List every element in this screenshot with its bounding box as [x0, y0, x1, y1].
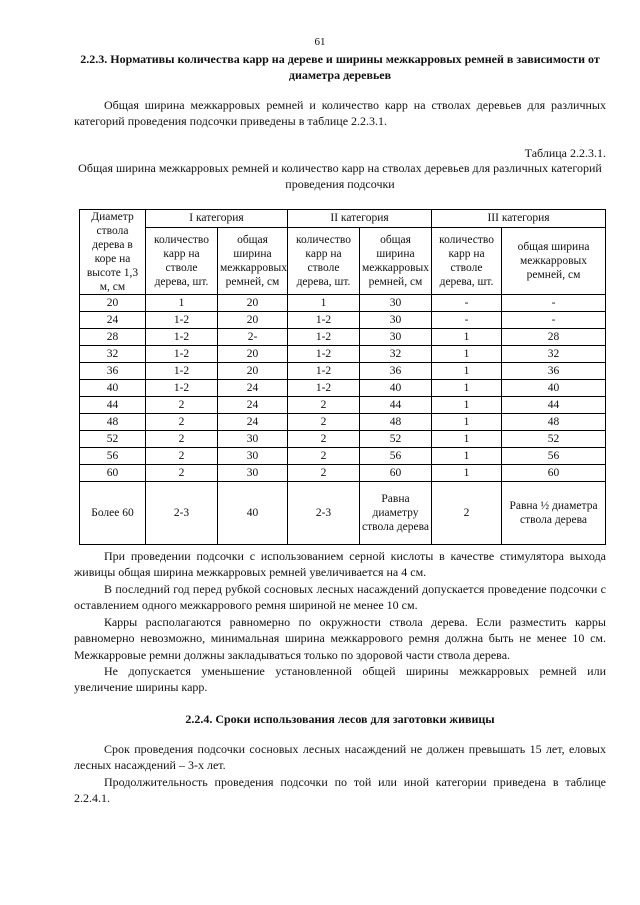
subheader-cat3-width: общая ширина межкарровых ремней, см: [502, 227, 606, 294]
table-row: [80, 329, 606, 346]
table-cell: 1-2: [288, 329, 360, 346]
subheader-cat1-width: общая ширина межкарровых ремней, см: [218, 227, 288, 294]
paragraph-carr-placement: Карры располагаются равномерно по окружности ствола дерева. Если разместить карры равномерно невозможно, минимальная ширина межкаррового ремня должна быть не менее 10 см. Межкарровые ремни должны закладываться только по здоровой части ствола дерева.: [74, 615, 606, 662]
header-diameter: Диаметр ствола дерева в коре на высоте 1,3 м, см: [80, 210, 146, 295]
table-cell: 2: [146, 397, 218, 414]
table-cell: 1: [432, 431, 502, 448]
table-cell: 48: [502, 414, 606, 431]
table-row: [80, 465, 606, 482]
table-cell: 24: [218, 414, 288, 431]
table-row: [80, 448, 606, 465]
table-cell: Равна диаметру ствола дерева: [360, 482, 432, 545]
table-cell: 2: [146, 448, 218, 465]
table-cell: 32: [360, 346, 432, 363]
table-row: [80, 482, 606, 545]
table-cell: 2: [288, 414, 360, 431]
table-cell: 2: [146, 431, 218, 448]
table-cell: 52: [80, 431, 146, 448]
paragraph-last-year: В последний год перед рубкой сосновых лесных насаждений допускается проведение подсочки с оставлением одного межкаррового ремня шириной не менее 10 см.: [74, 582, 606, 613]
table-row: [80, 312, 606, 329]
table-cell: 60: [502, 465, 606, 482]
table-cell: -: [432, 295, 502, 312]
table-cell: 1: [146, 295, 218, 312]
intro-paragraph: Общая ширина межкарровых ремней и количество карр на стволах деревьев для различных категорий проведения подсочки приведены в таблице 2.2.3.1.: [74, 98, 606, 129]
table-cell: Равна ½ диаметра ствола дерева: [502, 482, 606, 545]
norms-table: [79, 209, 606, 545]
table-cell: 24: [218, 397, 288, 414]
table-cell: 60: [80, 465, 146, 482]
table-cell: 32: [80, 346, 146, 363]
table-cell: 24: [80, 312, 146, 329]
table-cell: 60: [360, 465, 432, 482]
paragraph-duration: Продолжительность проведения подсочки по той или иной категории приведена в таблице 2.2.4.1.: [74, 775, 606, 806]
table-reference: Таблица 2.2.3.1.: [524, 146, 606, 160]
table-cell: 20: [218, 346, 288, 363]
table-cell: 32: [502, 346, 606, 363]
table-cell: 44: [360, 397, 432, 414]
table-cell: 40: [218, 482, 288, 545]
table-cell: 1-2: [146, 363, 218, 380]
table-cell: 30: [360, 295, 432, 312]
header-category-1: I категория: [146, 210, 288, 228]
table-cell: 2: [288, 431, 360, 448]
table-cell: 28: [80, 329, 146, 346]
table-cell: 40: [80, 380, 146, 397]
table-cell: 1-2: [288, 312, 360, 329]
table-cell: 1: [288, 295, 360, 312]
table-cell: 52: [360, 431, 432, 448]
table-cell: 40: [502, 380, 606, 397]
table-cell: 44: [80, 397, 146, 414]
table-cell: 1-2: [288, 363, 360, 380]
table-cell: 28: [502, 329, 606, 346]
header-category-3: III категория: [432, 210, 606, 228]
section-heading-2-2-4: 2.2.4. Сроки использования лесов для заготовки живицы: [185, 712, 495, 726]
table-cell: Более 60: [80, 482, 146, 545]
table-cell: 36: [360, 363, 432, 380]
table-cell: 56: [80, 448, 146, 465]
table-cell: 1: [432, 448, 502, 465]
subheader-cat3-count: количество карр на стволе дерева, шт.: [432, 227, 502, 294]
table-cell: 30: [360, 329, 432, 346]
table-cell: 2-: [218, 329, 288, 346]
table-cell: 1-2: [146, 312, 218, 329]
table-cell: 1: [432, 346, 502, 363]
table-cell: 30: [218, 465, 288, 482]
table-cell: -: [502, 312, 606, 329]
table-cell: 2: [288, 465, 360, 482]
paragraph-term: Срок проведения подсочки сосновых лесных насаждений не должен превышать 15 лет, еловых лесных насаждений – 3-х лет.: [74, 742, 606, 773]
table-row: [80, 295, 606, 312]
table-cell: 1: [432, 414, 502, 431]
table-cell: 2: [146, 414, 218, 431]
table-cell: 48: [80, 414, 146, 431]
table-cell: -: [432, 312, 502, 329]
table-cell: -: [502, 295, 606, 312]
table-cell: 36: [80, 363, 146, 380]
table-cell: 1: [432, 329, 502, 346]
table-cell: 1-2: [288, 380, 360, 397]
subheader-cat1-count: количество карр на стволе дерева, шт.: [146, 227, 218, 294]
table-cell: 1-2: [146, 329, 218, 346]
table-row: [80, 346, 606, 363]
table-cell: 20: [218, 295, 288, 312]
paragraph-no-reduction: Не допускается уменьшение установленной общей ширины межкарровых ремней или увеличение ширины карр.: [74, 664, 606, 695]
table-cell: 20: [218, 363, 288, 380]
subheader-cat2-width: общая ширина межкарровых ремней, см: [360, 227, 432, 294]
table-row: [80, 363, 606, 380]
paragraph-sulfuric-acid: При проведении подсочки с использованием серной кислоты в качестве стимулятора выхода живицы общая ширина межкарровых ремней увеличивается на 4 см.: [74, 549, 606, 580]
table-cell: 2: [432, 482, 502, 545]
table-cell: 44: [502, 397, 606, 414]
table-cell: 30: [360, 312, 432, 329]
page-number: 61: [314, 36, 326, 48]
table-row: [80, 380, 606, 397]
table-cell: 52: [502, 431, 606, 448]
table-row: [80, 397, 606, 414]
table-cell: 24: [218, 380, 288, 397]
table-cell: 56: [502, 448, 606, 465]
table-cell: 48: [360, 414, 432, 431]
header-category-2: II категория: [288, 210, 432, 228]
table-cell: 2: [146, 465, 218, 482]
table-row: [80, 414, 606, 431]
table-cell: 20: [80, 295, 146, 312]
table-cell: 2: [288, 448, 360, 465]
table-cell: 1: [432, 380, 502, 397]
table-cell: 1: [432, 363, 502, 380]
table-cell: 2-3: [146, 482, 218, 545]
table-cell: 56: [360, 448, 432, 465]
section-heading-2-2-3: 2.2.3. Нормативы количества карр на дереве и ширины межкарровых ремней в зависимости от диаметра деревьев: [80, 52, 600, 82]
table-caption: Общая ширина межкарровых ремней и количество карр на стволах деревьев для различных категорий проведения подсочки: [78, 161, 602, 191]
table-cell: 36: [502, 363, 606, 380]
table-cell: 2: [288, 397, 360, 414]
table-cell: 30: [218, 431, 288, 448]
table-row: [80, 431, 606, 448]
table-cell: 30: [218, 448, 288, 465]
table-cell: 1: [432, 397, 502, 414]
table-cell: 2-3: [288, 482, 360, 545]
table-cell: 20: [218, 312, 288, 329]
table-cell: 40: [360, 380, 432, 397]
table-cell: 1-2: [146, 380, 218, 397]
table-cell: 1: [432, 465, 502, 482]
subheader-cat2-count: количество карр на стволе дерева, шт.: [288, 227, 360, 294]
table-cell: 1-2: [288, 346, 360, 363]
table-cell: 1-2: [146, 346, 218, 363]
